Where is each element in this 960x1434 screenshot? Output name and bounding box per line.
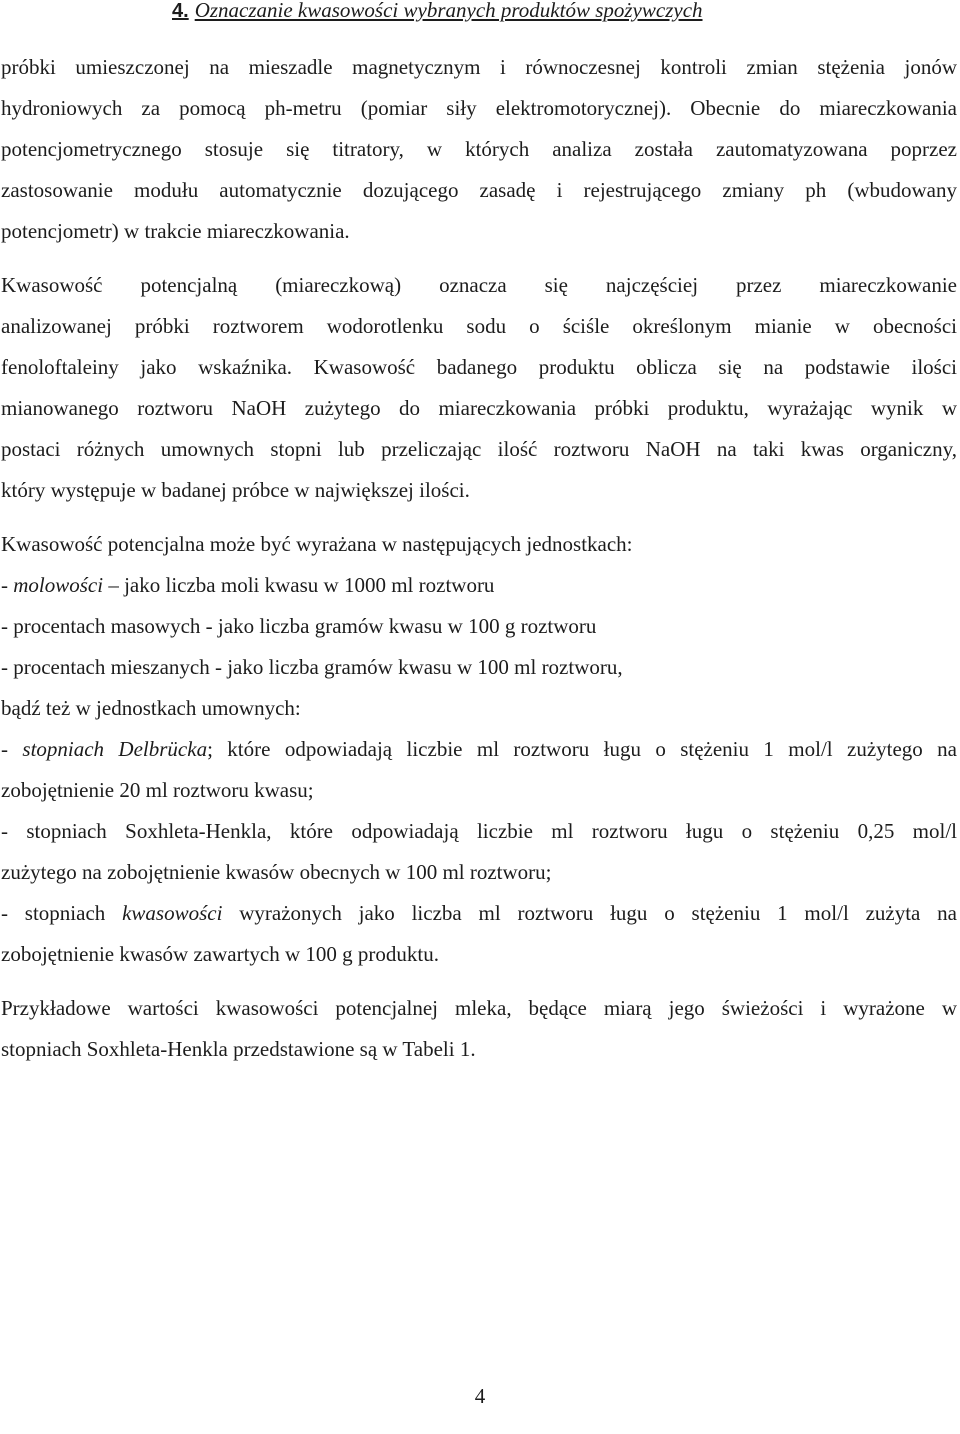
text-line: zobojętnienie kwasów zawartych w 100 g produktu. [1, 942, 439, 966]
section-number: 4. [172, 0, 189, 22]
paragraph-milk-example [1, 988, 957, 1070]
text-line: Kwasowość potencjalną (miareczkową) oznacza się najczęściej przez miareczkowanie [1, 273, 957, 297]
text-line: analizowanej próbki roztworem wodorotlenku sodu o ściśle określonym mianie w obecności [1, 314, 957, 338]
text-line: Przykładowe wartości kwasowości potencjalnej mleka, będące miarą jego świeżości i wyrażone w [1, 996, 957, 1020]
text-line: hydroniowych za pomocą ph-metru (pomiar siły elektromotorycznej). Obecnie do miareczkowania [1, 96, 957, 120]
document-body [1, 47, 957, 1083]
list-item-delbrueck [1, 729, 957, 770]
paragraph-potential-acidity [1, 265, 957, 511]
text-line: mianowanego roztworu NaOH zużytego do miareczkowania próbki produktu, wyrażając wynik w [1, 396, 957, 420]
paragraph-titration [1, 47, 957, 252]
list-item-mass-percent: - procentach masowych - jako liczba gramów kwasu w 100 g roztworu [1, 614, 597, 638]
text-line: próbki umieszczonej na mieszadle magnetycznym i równoczesnej kontroli zmian stężenia jonów [1, 55, 957, 79]
section-title: Oznaczanie kwasowości wybranych produktów spożywczych [194, 0, 703, 22]
list-item-mixed-percent: - procentach mieszanych - jako liczba gramów kwasu w 100 ml roztworu, [1, 655, 623, 679]
list-item-soxhlet-henkel: - stopniach Soxhleta-Henkla, które odpowiadają liczbie ml roztworu ługu o stężeniu 0,25 mol/l [1, 819, 957, 843]
text-line: który występuje w badanej próbce w największej ilości. [1, 478, 470, 502]
list-dash: - [1, 573, 14, 597]
italic-term: kwasowości [122, 901, 223, 925]
conventional-units-intro: bądź też w jednostkach umownych: [1, 696, 301, 720]
paragraph-units-list [1, 524, 957, 975]
text-line: fenoloftaleiny jako wskaźnika. Kwasowość badanego produktu oblicza się na podstawie ilości [1, 355, 957, 379]
list-item-text: ; które odpowiadają liczbie ml roztworu ługu o stężeniu 1 mol/l zużytego na [207, 737, 957, 761]
text-line: zużytego na zobojętnienie kwasów obecnych w 100 ml roztworu; [1, 860, 552, 884]
list-item-acidity-degrees [1, 893, 957, 934]
text-line: zastosowanie modułu automatycznie dozującego zasadę i rejestrującego zmiany ph (wbudowany [1, 178, 957, 202]
italic-term: molowości [13, 573, 104, 597]
list-dash: - stopniach [1, 901, 123, 925]
text-line: potencjometrycznego stosuje się titratory, w których analiza została zautomatyzowana poprzez [1, 137, 957, 161]
text-line: postaci różnych umownych stopni lub przeliczając ilość roztworu NaOH na taki kwas organiczny, [1, 437, 957, 461]
text-line: potencjometr) w trakcie miareczkowania. [1, 219, 350, 243]
list-dash: - [1, 737, 23, 761]
list-item-text: wyrażonych jako liczba ml roztworu ługu o stężeniu 1 mol/l zużyta na [222, 901, 957, 925]
list-intro: Kwasowość potencjalna może być wyrażana w następujących jednostkach: [1, 532, 633, 556]
section-heading [172, 0, 703, 31]
italic-term: stopniach Delbrücka [22, 737, 208, 761]
list-item-text: – jako liczba moli kwasu w 1000 ml roztworu [103, 573, 495, 597]
text-line: stopniach Soxhleta-Henkla przedstawione są w Tabeli 1. [1, 1037, 476, 1061]
list-item-molarity [1, 565, 957, 606]
page-number: 4 [474, 1384, 486, 1408]
text-line: zobojętnienie 20 ml roztworu kwasu; [1, 778, 314, 802]
